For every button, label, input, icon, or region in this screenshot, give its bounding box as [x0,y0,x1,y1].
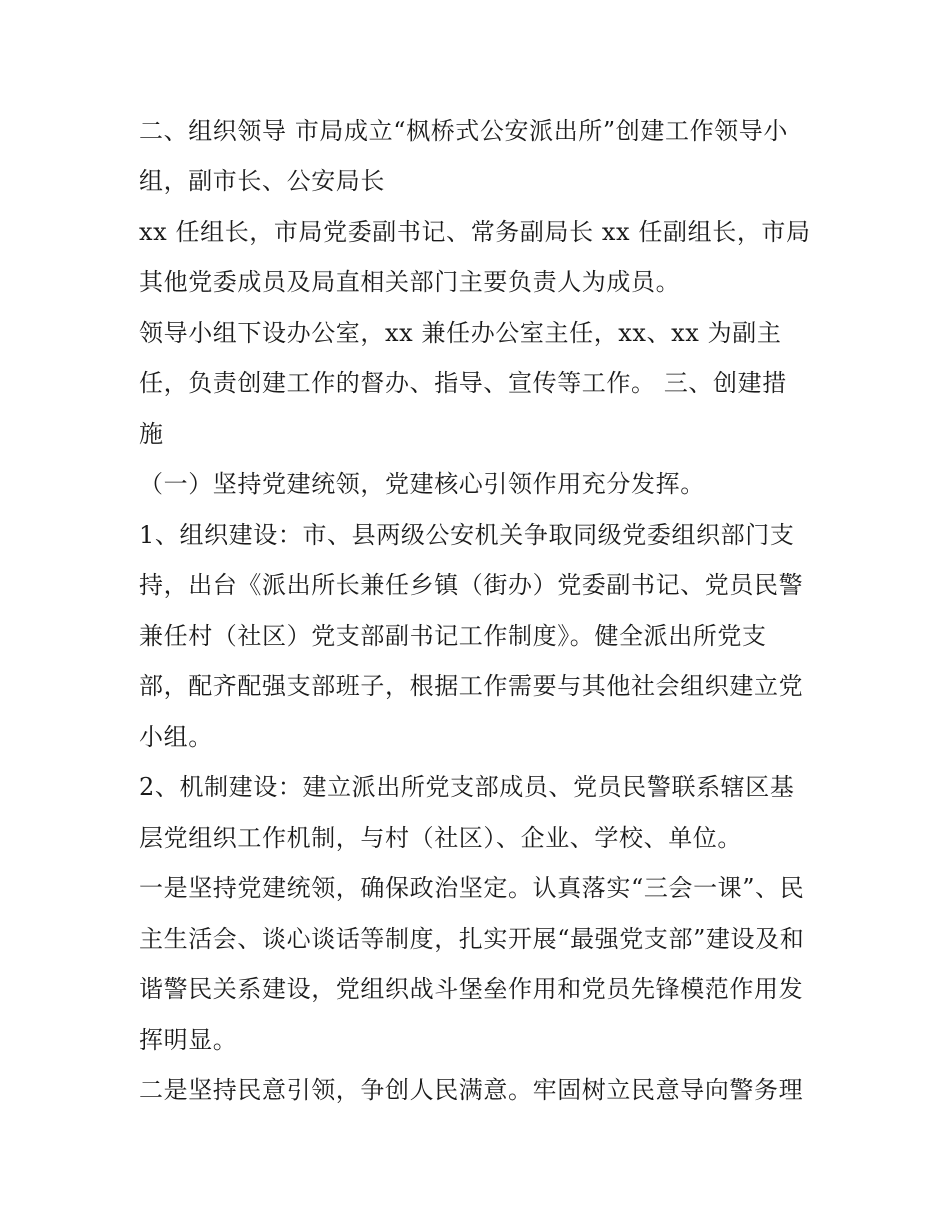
text-line: 施 [139,420,164,448]
text-line: （一）坚持党建统领，党建核心引领作用充分发挥。 [139,470,705,498]
text-line: 谐警民关系建设，党组织战斗堡垒作用和党员先锋模范作用发 [139,975,804,1003]
text-line: 兼任村（社区）党支部副书记工作制度》。健全派出所党支 [139,622,767,650]
text-line: 1、组织建设：市、县两级公安机关争取同级党委组织部门支 [139,521,795,549]
text-line: 持，出台《派出所长兼任乡镇（街办）党委副书记、党员民警 [139,571,804,599]
text-line: 主生活会、谈心谈话等制度，扎实开展“最强党支部”建设及和 [139,925,805,953]
text-line: 小组。 [139,723,213,751]
text-line: 任，负责创建工作的督办、指导、宣传等工作。 三、创建措 [139,369,787,397]
text-line: xx 任组长，市局党委副书记、常务副局长 xx 任副组长，市局 [139,218,811,246]
text-line: 二、组织领导 市局成立“枫桥式公安派出所”创建工作领导小 [139,117,788,145]
text-line: 领导小组下设办公室，xx 兼任办公室主任，xx、xx 为副主 [139,319,782,347]
text-line: 二是坚持民意引领，争创人民满意。牢固树立民意导向警务理 [139,1076,804,1104]
text-line: 一是坚持党建统领，确保政治坚定。认真落实“三会一课”、民 [139,874,805,902]
text-line: 2、机制建设：建立派出所党支部成员、党员民警联系辖区基 [139,773,795,801]
text-line: 层党组织工作机制，与村（社区）、企业、学校、单位。 [139,824,742,852]
text-line: 组，副市长、公安局长 [139,167,385,195]
text-line: 其他党委成员及局直相关部门主要负责人为成员。 [139,268,681,296]
text-line: 挥明显。 [139,1026,238,1054]
text-line: 部，配齐配强支部班子，根据工作需要与其他社会组织建立党 [139,672,804,700]
